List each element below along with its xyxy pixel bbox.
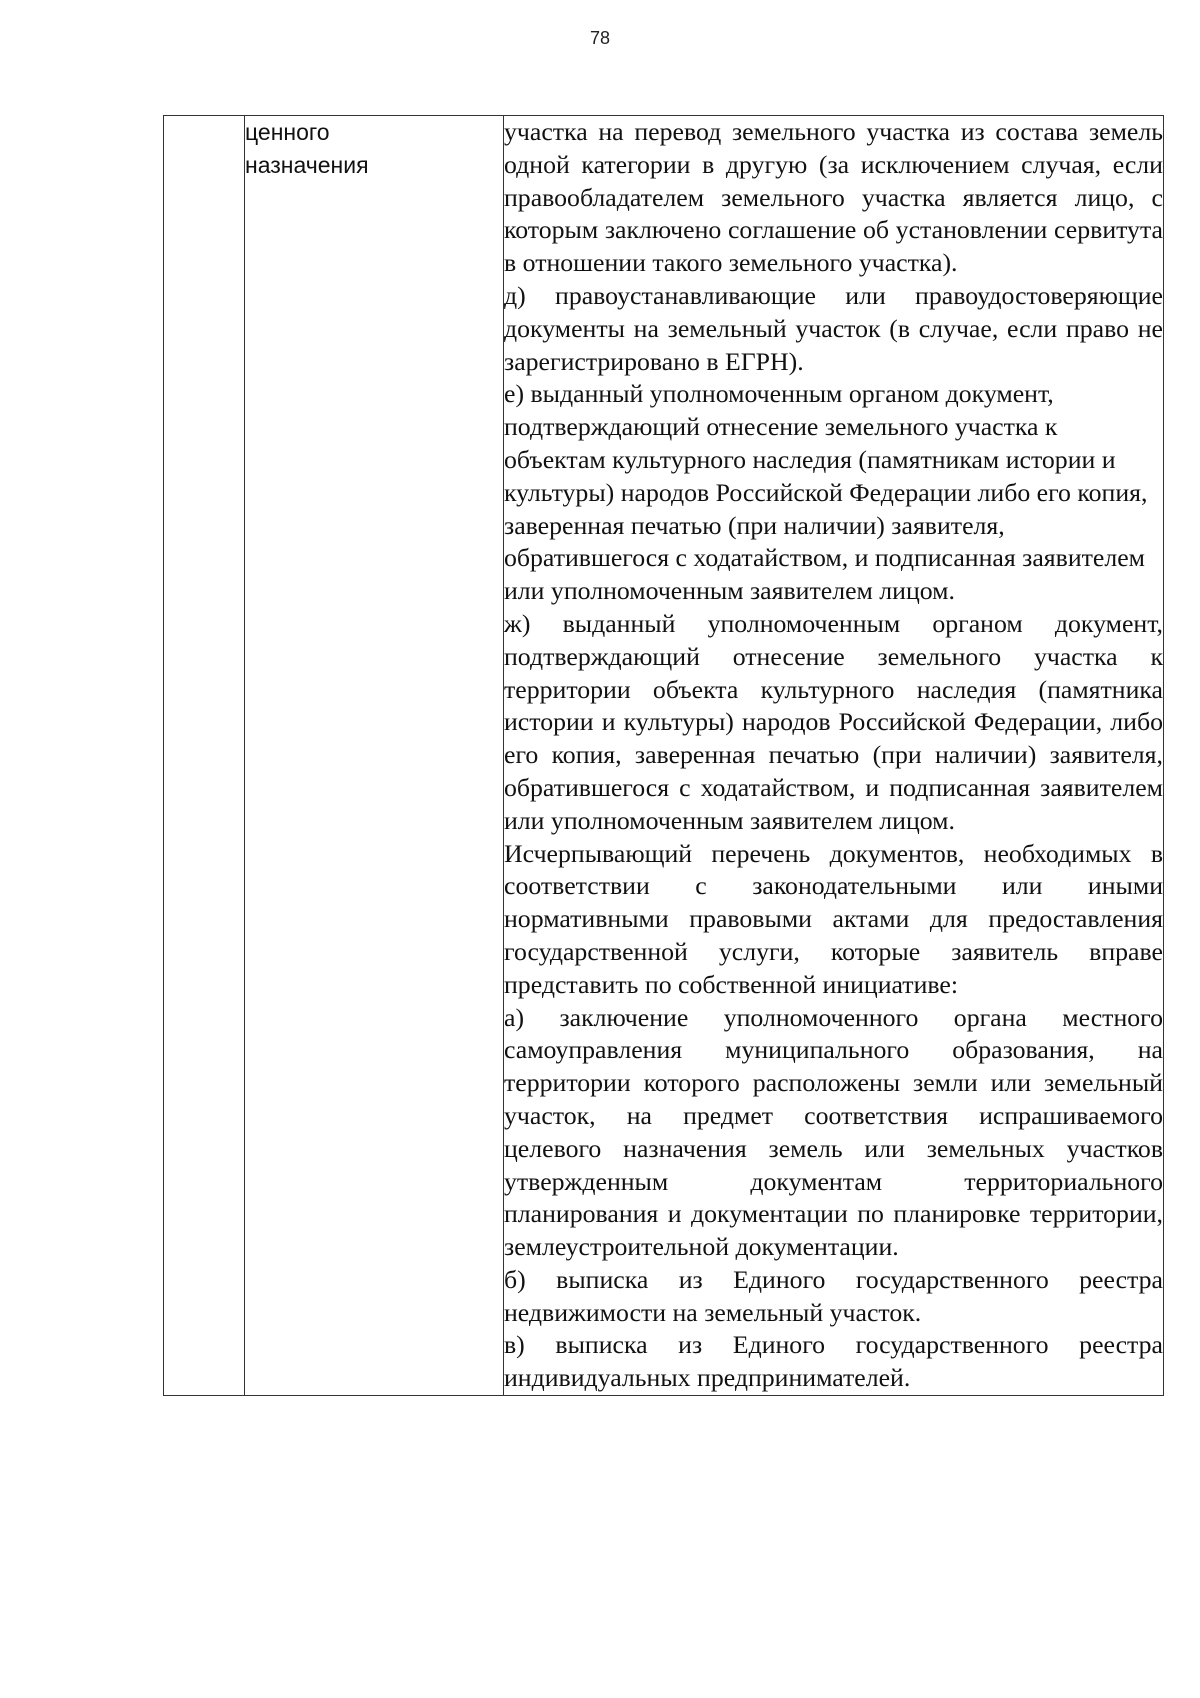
document-table [163, 115, 1164, 1396]
cell-name-line: ценного [245, 119, 330, 145]
paragraph: д) правоустанавливающие или правоудостоверяющие документы на земельный участок (в случае, если право не зарегистрировано в ЕГРН). [504, 280, 1163, 376]
paragraph: в) выписка из Единого государственного реестра индивидуальных предпринимателей. [504, 1330, 1163, 1393]
page-number: 78 [589, 28, 611, 48]
paragraph: ж) выданный уполномоченным органом документ, подтверждающий отнесение земельного участка к территории объекта культурного наследия (памятника истории и культуры) народов Российской Федерации, либо его копия, заверенная печатью (при наличии) заявителя, обратившегося с ходатайством, и подписанная заявителем или уполномоченным заявителем лицом. [504, 608, 1163, 835]
table-row [164, 116, 1164, 1396]
cell-name [245, 116, 504, 1396]
paragraph: б) выписка из Единого государственного реестра недвижимости на земельный участок. [504, 1264, 1163, 1327]
paragraph: участка на перевод земельного участка из состава земель одной категории в другую (за исключением случая, если правообладателем земельного участка является лицо, с которым заключено соглашение об установлении сервитута в отношении такого земельного участка). [504, 117, 1163, 278]
cell-number [164, 116, 245, 1396]
paragraph: а) заключение уполномоченного органа местного самоуправления муниципального образования, на территории которого расположены земли или земельный участок, на предмет соответствия испрашиваемого целевого назначения земель или земельных участков утвержденным документам территориального планирования и документации по планировке территории, землеустроительной документации. [504, 1002, 1163, 1262]
cell-name-line: назначения [245, 151, 369, 178]
paragraph: Исчерпывающий перечень документов, необходимых в соответствии с законодательными или иными нормативными правовыми актами для предоставления государственной услуги, которые заявитель вправе представить по собственной инициативе: [504, 838, 1163, 999]
cell-documents [504, 116, 1164, 1396]
paragraph: е) выданный уполномоченным органом документ, подтверждающий отнесение земельного участка к объектам культурного наследия (памятникам истории и культуры) народов Российской Федерации либо его копия, заверенная печатью (при наличии) заявителя, обратившегося с ходатайством, и подписанная заявителем или уполномоченным заявителем лицом. [504, 379, 1148, 606]
